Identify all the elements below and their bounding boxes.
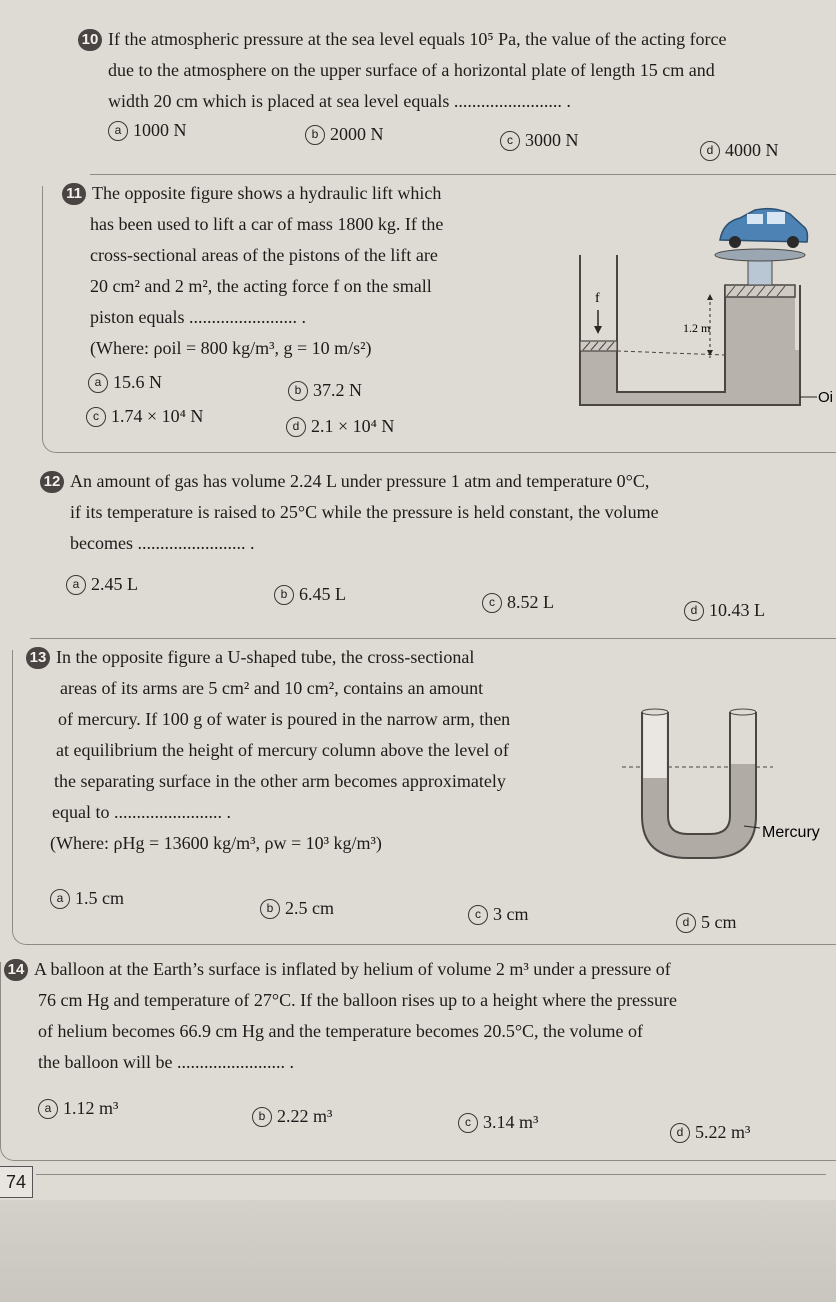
question-number: 10 (78, 29, 102, 51)
divider (30, 638, 836, 639)
question-11-line: has been used to lift a car of mass 1800 kg. If the (90, 214, 444, 234)
option-b[interactable]: b 37.2 N (288, 380, 362, 401)
question-14-line: 76 cm Hg and temperature of 27°C. If the balloon rises up to a height where the pressure (38, 990, 678, 1010)
footer-rule (36, 1174, 826, 1175)
option-a[interactable]: a 1.5 cm (50, 888, 124, 909)
question-14-line: 14 A balloon at the Earth’s surface is inflated by helium of volume 2 m³ under a pressure of (4, 954, 677, 985)
option-c[interactable]: c 8.52 L (482, 592, 554, 613)
question-12-line: if its temperature is raised to 25°C while the pressure is held constant, the volume (70, 502, 659, 522)
option-b[interactable]: b 2000 N (305, 124, 384, 145)
question-11-line: piston equals ........................ . (90, 307, 306, 327)
question-12 (40, 466, 659, 559)
question-11-line: cross-sectional areas of the pistons of the lift are (90, 245, 438, 265)
option-d[interactable]: d 4000 N (700, 140, 779, 161)
option-d[interactable]: d 10.43 L (684, 600, 765, 621)
option-a[interactable]: a 1000 N (108, 120, 187, 141)
question-14-line: of helium becomes 66.9 cm Hg and the temperature becomes 20.5°C, the volume of (38, 1021, 644, 1041)
question-13-line: 13 In the opposite figure a U-shaped tube, the cross-sectional (26, 642, 510, 673)
question-10-line: due to the atmosphere on the upper surface of a horizontal plate of length 15 cm and (108, 60, 715, 80)
option-d[interactable]: d 2.1 × 10⁴ N (286, 416, 394, 437)
question-12-line: 12 An amount of gas has volume 2.24 L under pressure 1 atm and temperature 0°C, (40, 466, 659, 497)
divider (90, 174, 836, 175)
option-a[interactable]: a 2.45 L (66, 574, 138, 595)
page-number: 74 (0, 1166, 33, 1198)
question-10-line: 10 If the atmospheric pressure at the sea level equals 10⁵ Pa, the value of the acting force (78, 24, 727, 55)
question-10 (78, 24, 727, 117)
question-frame (12, 650, 836, 945)
question-number: 14 (4, 959, 28, 981)
option-c[interactable]: c 3.14 m³ (458, 1112, 538, 1133)
option-d[interactable]: d 5 cm (676, 912, 737, 933)
question-13-line: of mercury. If 100 g of water is poured in the narrow arm, then (58, 709, 511, 729)
question-11-line: 20 cm² and 2 m², the acting force f on the small (90, 276, 432, 296)
svg-text:1.2 m: 1.2 m (683, 321, 711, 335)
question-number: 11 (62, 183, 86, 205)
option-a[interactable]: a 15.6 N (88, 372, 162, 393)
option-c[interactable]: c 1.74 × 10⁴ N (86, 406, 203, 427)
question-13-line: (Where: ρHg = 13600 kg/m³, ρw = 10³ kg/m³) (50, 833, 382, 853)
question-11-line: (Where: ρoil = 800 kg/m³, g = 10 m/s²) (90, 338, 372, 358)
option-c[interactable]: c 3 cm (468, 904, 529, 925)
question-13-line: areas of its arms are 5 cm² and 10 cm², contains an amount (60, 678, 484, 698)
question-frame (42, 186, 836, 453)
question-10-line: width 20 cm which is placed at sea level equals ........................ . (108, 91, 571, 111)
option-b[interactable]: b 2.5 cm (260, 898, 334, 919)
option-b[interactable]: b 2.22 m³ (252, 1106, 332, 1127)
question-13-line: at equilibrium the height of mercury column above the level of (56, 740, 509, 760)
svg-text:f: f (595, 291, 600, 306)
question-13-line: the separating surface in the other arm becomes approximately (54, 771, 506, 791)
option-a[interactable]: a 1.12 m³ (38, 1098, 118, 1119)
question-number: 13 (26, 647, 50, 669)
svg-text:Oi: Oi (818, 389, 833, 406)
page-bottom-shadow (0, 1200, 836, 1302)
question-frame (0, 962, 836, 1161)
option-c[interactable]: c 3000 N (500, 130, 579, 151)
question-13-line: equal to ........................ . (52, 802, 231, 822)
question-12-line: becomes ........................ . (70, 533, 255, 553)
svg-text:Mercury: Mercury (762, 824, 820, 841)
option-d[interactable]: d 5.22 m³ (670, 1122, 750, 1143)
question-14-line: the balloon will be ........................ . (38, 1052, 294, 1072)
question-number: 12 (40, 471, 64, 493)
question-11-line: 11 The opposite figure shows a hydraulic lift which (62, 178, 443, 209)
option-b[interactable]: b 6.45 L (274, 584, 346, 605)
